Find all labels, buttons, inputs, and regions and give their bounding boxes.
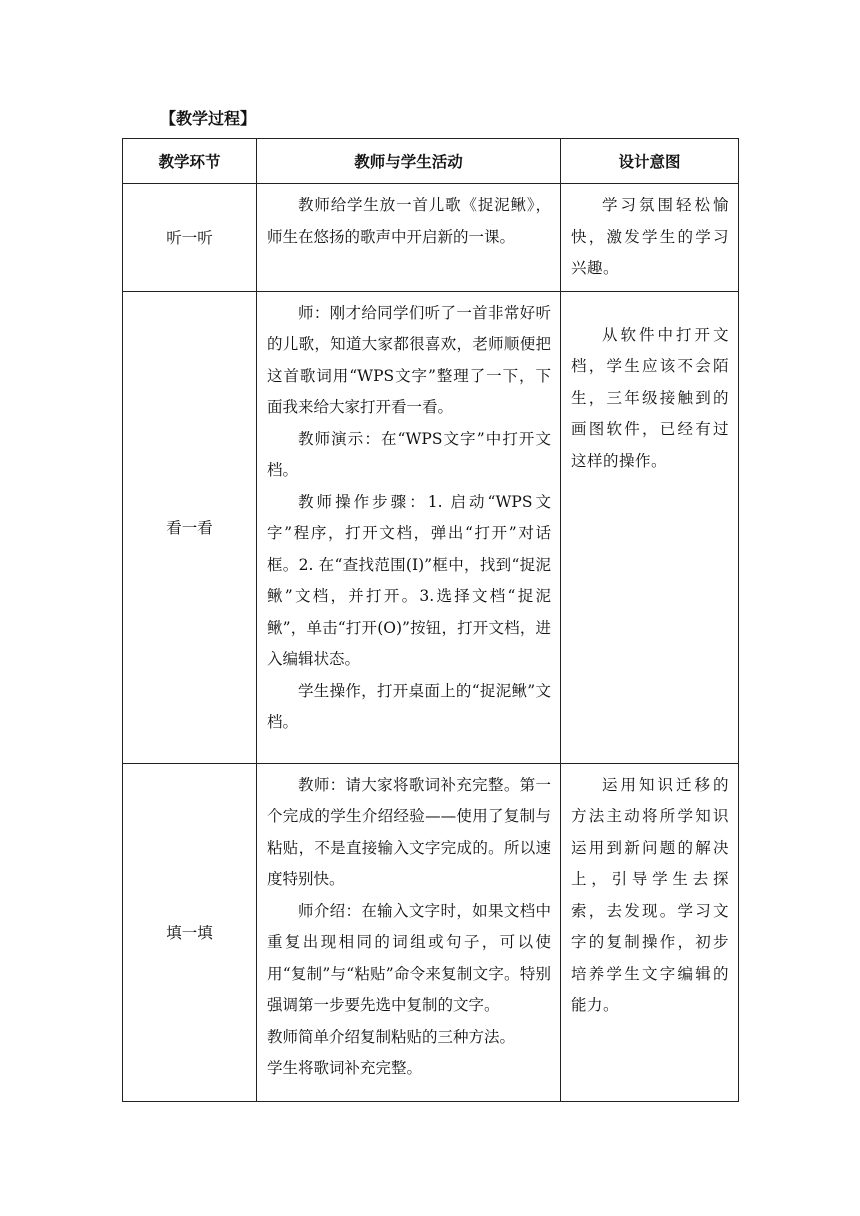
intent-cell [561,291,739,763]
activity-paragraph: 学生将歌词补充完整。 [267,1059,423,1077]
column-header-activity: 教师与学生活动 [257,139,561,184]
intent-paragraph: 学习氛围轻松愉快，激发学生的学习兴趣。 [571,196,729,277]
intent-paragraph: 运用知识迁移的方法主动将所学知识运用到新问题的解决上，引导学生去探索，去发现。学习文字的复制操作，初步培养学生文字编辑的能力。 [571,775,729,1014]
stage-cell: 填一填 [123,763,257,1101]
activity-paragraph: 教师操作步骤：1. 启动“WPS文字”程序，打开文档，弹出“打开”对话框。2. 在“查找范围(I)”框中，找到“捉泥鳅”文档，并打开。3.选择文档“捉泥鳅”，单击“打开(O)”按钮，打开文档，进入编辑状态。 [267,492,551,668]
table-row [123,291,739,763]
column-header-intent: 设计意图 [561,139,739,184]
intent-cell [561,763,739,1101]
activity-paragraph: 学生操作，打开桌面上的“捉泥鳅”文档。 [267,681,551,731]
activity-cell [257,184,561,292]
table-row [123,763,739,1101]
activity-paragraph: 教师演示：在“WPS文字”中打开文档。 [267,429,551,479]
stage-cell: 听一听 [123,184,257,292]
section-title: 【教学过程】 [160,109,257,128]
activity-paragraph: 教师：请大家将歌词补充完整。第一个完成的学生介绍经验——使用了复制与粘贴，不是直接输入文字完成的。所以速度特别快。 [267,775,551,888]
activity-paragraph: 教师简单介绍复制粘贴的三种方法。 [267,1027,516,1046]
intent-paragraph: 从软件中打开文档，学生应该不会陌生，三年级接触到的画图软件，已经有过这样的操作。 [571,325,729,470]
activity-paragraph: 师：刚才给同学们听了一首非常好听的儿歌，知道大家都很喜欢，老师顺便把这首歌词用“WPS文字”整理了一下，下面我来给大家打开看一看。 [267,303,551,416]
lesson-process-table [122,138,739,1102]
stage-cell: 看一看 [123,291,257,763]
column-header-stage: 教学环节 [123,139,257,184]
activity-cell [257,763,561,1101]
table-row [123,184,739,292]
table-header-row [123,139,739,184]
activity-paragraph: 师介绍：在输入文字时，如果文档中重复出现相同的词组或句子，可以使用“复制”与“粘贴”命令来复制文字。特别强调第一步要先选中复制的文字。 [267,901,551,1014]
activity-paragraph: 教师给学生放一首儿歌《捉泥鳅》，师生在悠扬的歌声中开启新的一课。 [267,196,551,246]
activity-cell [257,291,561,763]
intent-cell [561,184,739,292]
